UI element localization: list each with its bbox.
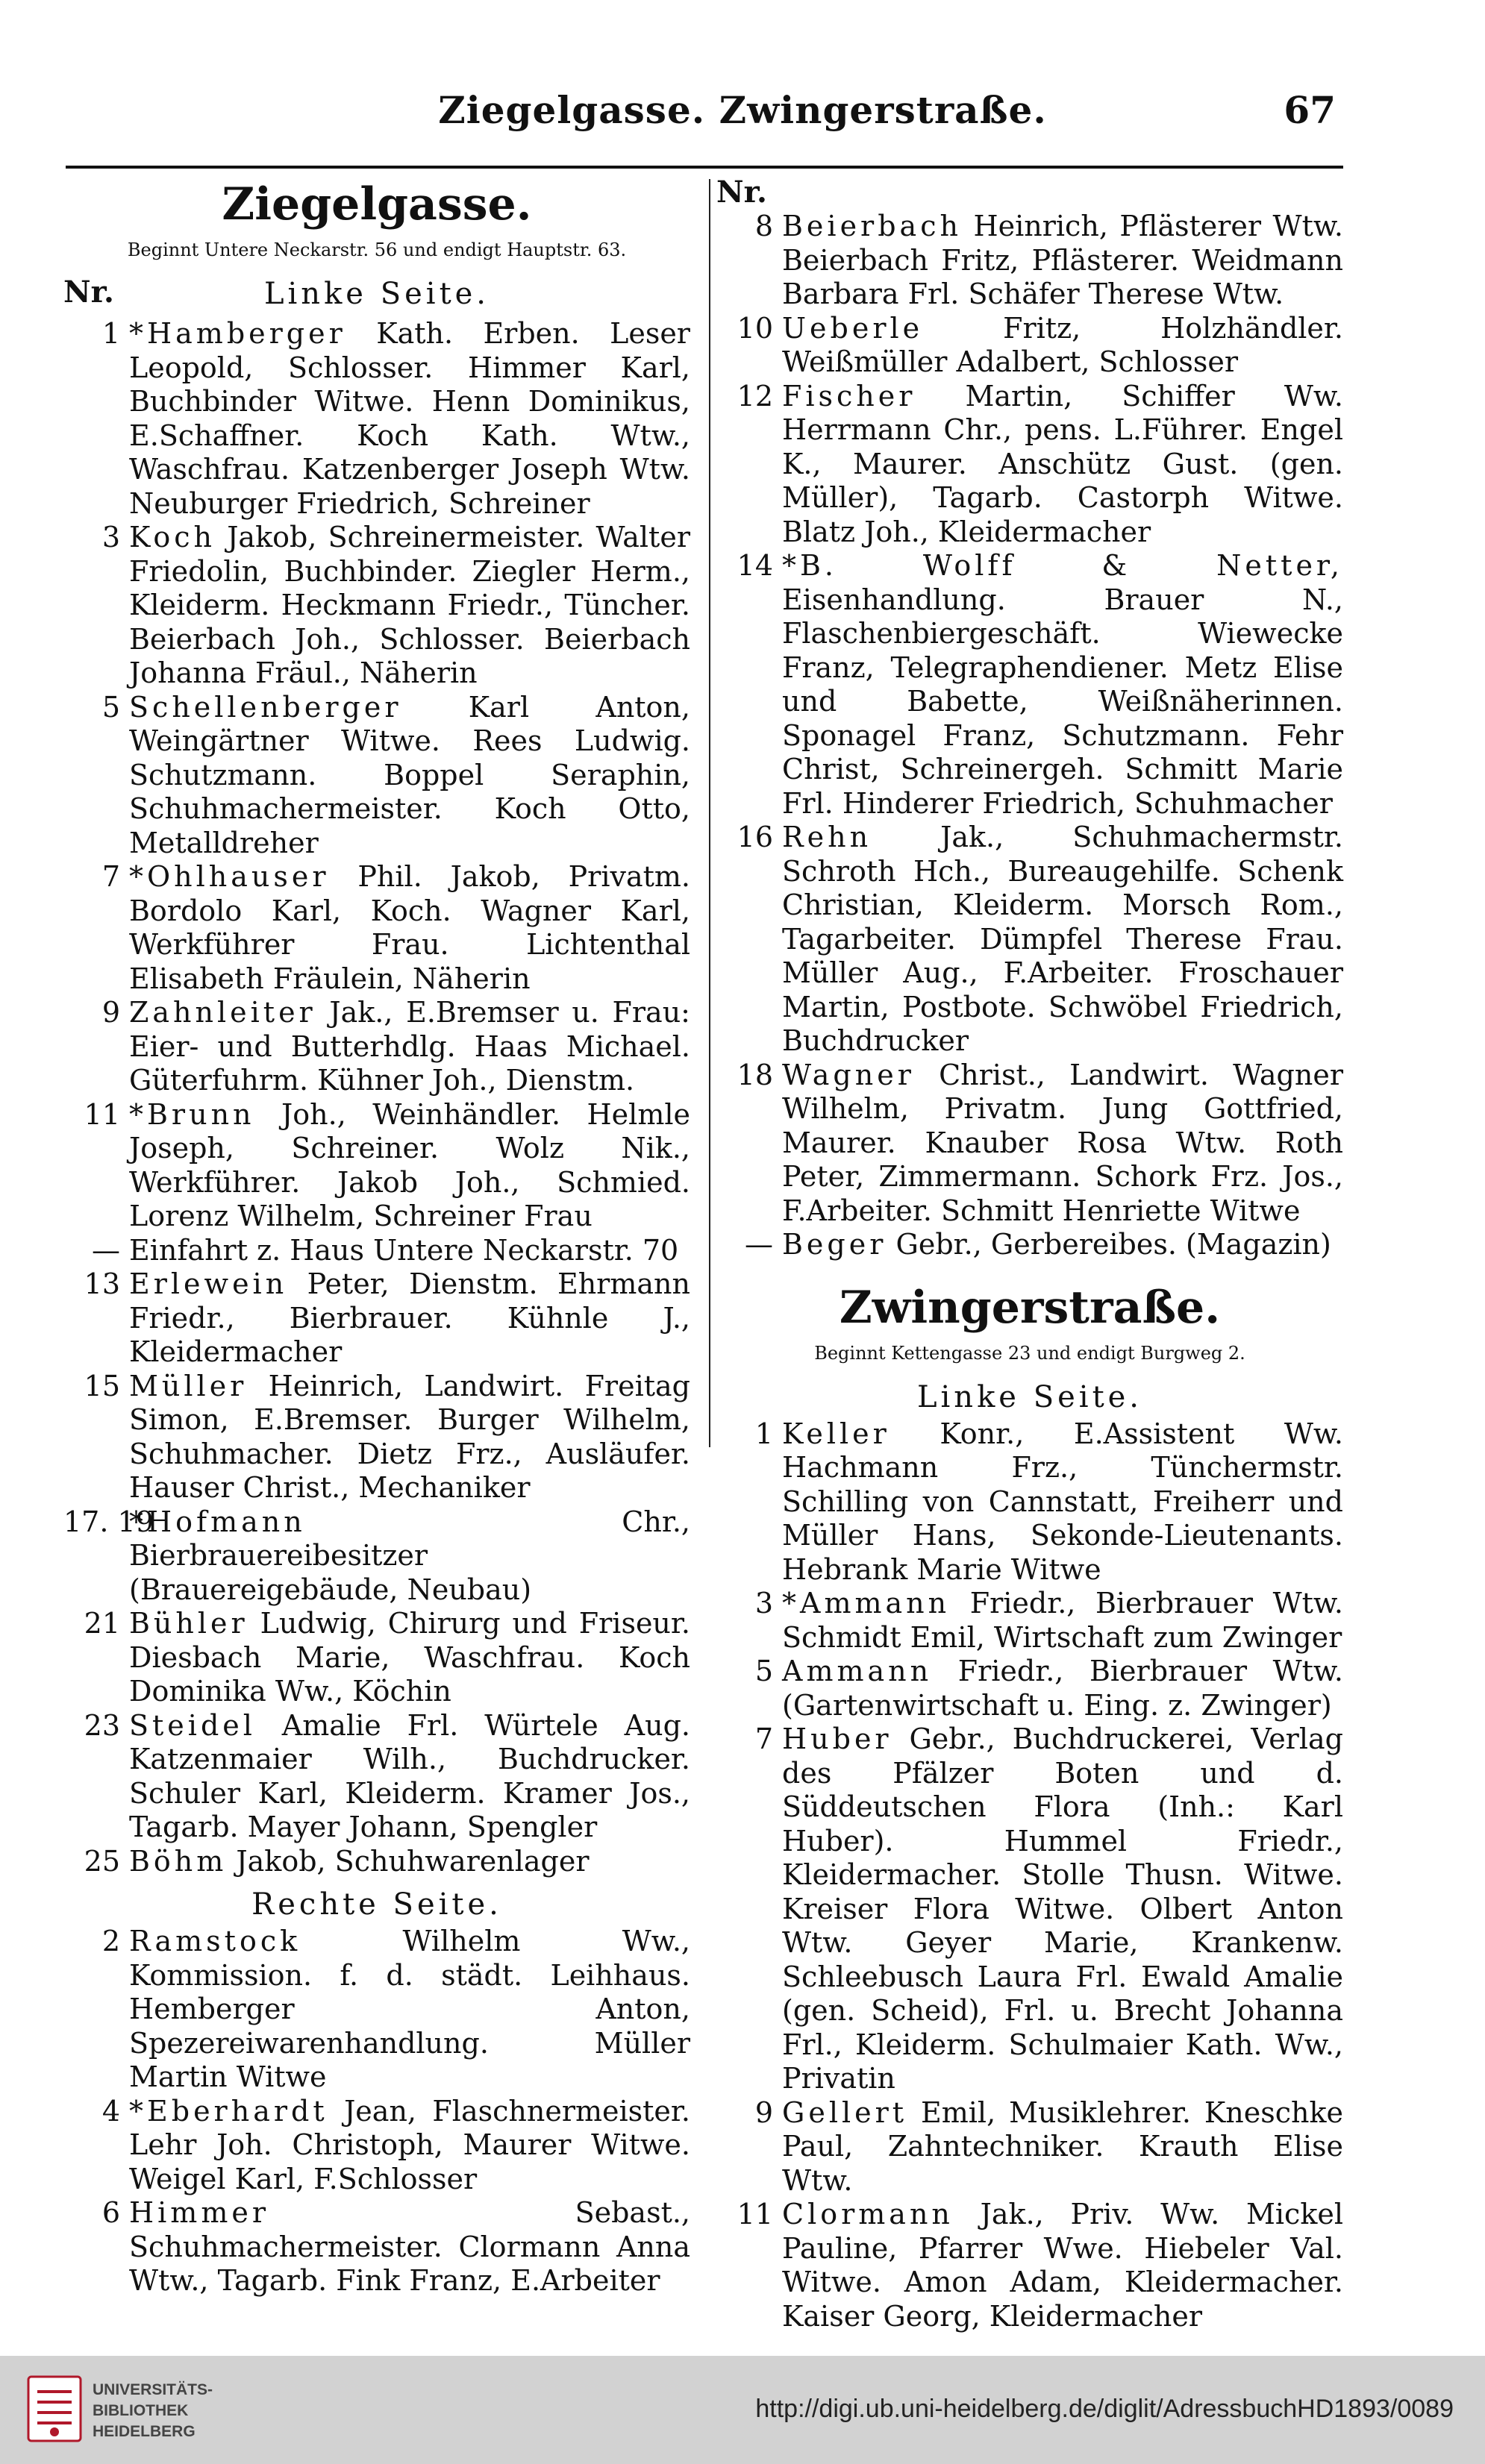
address-entry [716,380,1343,550]
column-head-row [63,275,690,317]
house-number: 23 [84,1708,120,1742]
house-number: 11 [737,2198,773,2231]
library-line-3: HEIDELBERG [93,2423,196,2440]
column-divider [709,179,710,1447]
residents-text: Kath. Erben. Leser Leopold, Schlosser. Himmer Karl, Buchbinder Witwe. Henn Dominikus, E.Schaffner. Koch Kath. Wtw., Waschfrau. Katzenberger Joseph Wtw. Neuburger Friedrich, Schreiner [129,317,690,520]
house-number: 6 [101,2196,120,2229]
entry-text [129,1098,690,1234]
address-entry [716,549,1343,821]
residents-text: Karl Anton, Weingärtner Witwe. Rees Ludwig. Schutzmann. Boppel Seraphin, Schuhmachermeister. Koch Otto, Metalldreher [129,690,690,859]
residents-text: Friedr., Bierbrauer Wtw. Schmidt Emil, Wirtschaft zum Zwinger [782,1587,1343,1654]
house-number: 5 [754,1655,773,1687]
house-number: 21 [84,1607,120,1640]
house-number: 14 [737,549,773,582]
entries-ziegelgasse-right [63,1925,690,2298]
residents-text: Jak., Schuhmachermstr. Schroth Hch., Bureaugehilfe. Schenk Christian, Kleiderm. Morsch Rom., Tagarbeiter. Dümpfel Therese Frau. Müller Aug., F.Arbeiter. Froschauer Martin, Postbote. Schwöbel Friedrich, Buchdrucker [782,821,1343,1057]
owner-name: *Hamberger [129,317,346,350]
house-number: 7 [101,860,120,893]
owner-name: Schellenberger [129,690,402,724]
address-entry [63,1925,690,2095]
house-number: 2 [101,1925,120,1957]
owner-name: Ramstock [129,1925,301,1957]
entry-text [129,860,690,996]
left-column [63,175,690,2298]
owner-name: Wagner [782,1058,915,1091]
residents-text: Gebr., Buchdruckerei, Verlag des Pfälzer Boten und d. Süddeutschen Flora (Inh.: Karl Huber). Hummel Friedr., Kleidermacher. Stolle Thusn. Witwe. Kreiser Flora Witwe. Olbert Anton Wtw. Geyer Marie, Krankenw. Schleebusch Laura Frl. Ewald Amalie (gen. Scheid), Frl. u. Brecht Johanna Frl., Kleiderm. Schulmaier Kath. Ww., Privatin [782,1722,1343,2095]
owner-name: Ueberle [782,311,924,345]
address-entry [63,1234,690,1268]
owner-name: Böhm [129,1844,228,1878]
address-entry [716,210,1343,312]
street-note-zwingerstrasse: Beginnt Kettengasse 23 und endigt Burgweg 2. [814,1342,1245,1364]
address-entry [63,1505,690,1608]
address-entry [63,1098,690,1234]
university-seal-icon [27,2375,82,2442]
entry-text [129,1845,690,1879]
entry-text [129,521,690,691]
entry-text [129,317,690,521]
page-title: Ziegelgasse. Zwingerstraße. [438,88,1047,132]
entry-text [782,549,1343,821]
entry-text [782,1722,1343,2096]
entry-text [129,2196,690,2298]
house-number: 4 [101,2094,120,2128]
residents-text: Amalie Frl. Würtele Aug. Katzenmaier Wilh., Buchdrucker. Schuler Karl, Kleiderm. Kramer Jos., Tagarb. Mayer Johann, Spengler [129,1708,690,1843]
entry-text [129,1607,690,1709]
residents-text: Konr., E.Assistent Ww. Hachmann Frz., Tünchermstr. Schilling von Cannstatt, Freiherr und Müller Hans, Sekonde-Lieutenants. Hebrank Marie Witwe [782,1417,1343,1586]
residents-text: Ludwig, Chirurg und Friseur. Diesbach Marie, Waschfrau. Koch Dominika Ww., Köchin [129,1607,690,1708]
address-entry [63,691,690,861]
residents-text: Jean, Flaschnermeister. Lehr Joh. Christoph, Maurer Witwe. Weigel Karl, F.Schlosser [129,2094,690,2195]
residents-text: Joh., Weinhändler. Helmle Joseph, Schreiner. Wolz Nik., Werkführer. Jakob Joh., Schmied. Lorenz Wilhelm, Schreiner Frau [129,1097,690,1232]
side-heading-right: Rechte Seite. [251,1887,502,1922]
residents-text: Martin, Schiffer Ww. Herrmann Chr., pens. L.Führer. Engel K., Maurer. Anschütz Gust. (gen. Müller), Tagarb. Castorph Witwe. Blatz Joh., Kleidermacher [782,379,1343,548]
address-entry [716,1722,1343,2096]
owner-name: Keller [782,1417,890,1450]
page-header [0,88,1485,155]
address-entry [63,860,690,996]
address-entry [716,1059,1343,1229]
owner-name: Clormann [782,2198,954,2231]
owner-name: *B. Wolff & Netter, [782,549,1343,582]
entry-text [782,821,1343,1059]
entries-zwingerstrasse-left [716,1417,1343,2334]
residents-text: Eisenhandlung. Brauer N., Flaschenbiergeschäft. Wiewecke Franz, Telegraphendiener. Metz Elise und Babette, Weißnäherinnen. Sponagel Franz, Schutzmann. Fehr Christ, Schreinergeh. Schmitt Marie Frl. Hinderer Friedrich, Schuhmacher [782,583,1343,820]
house-number: — [745,1228,773,1261]
entry-text [782,380,1343,550]
residents-text: Chr., Bierbrauereibesitzer (Brauereigebäude, Neubau) [129,1505,690,1606]
house-number: 13 [84,1267,120,1300]
house-number: 7 [754,1722,773,1755]
owner-name: *Ohlhauser [129,860,330,893]
address-entry [716,312,1343,380]
residents-text: Sebast., Schuhmachermeister. Clormann Anna Wtw., Tagarb. Fink Franz, E.Arbeiter [129,2196,690,2297]
library-line-1: UNIVERSITÄTS- [93,2381,213,2398]
residents-text: Peter, Dienstm. Ehrmann Friedr., Bierbrauer. Kühnle J., Kleidermacher [129,1267,690,1368]
residents-text: Wilhelm Ww., Kommission. f. d. städt. Leihhaus. Hemberger Anton, Spezereiwarenhandlung. Müller Martin Witwe [129,1925,690,2093]
nr-label-right: Nr. [716,175,767,210]
street-title-zwingerstrasse: Zwingerstraße. [839,1281,1221,1334]
residents-text: Emil, Musiklehrer. Kneschke Paul, Zahntechniker. Krauth Elise Wtw. [782,2095,1343,2197]
owner-name: Bühler [129,1607,248,1640]
owner-name: Beger [782,1228,887,1261]
house-number: — [92,1233,120,1267]
house-number: 9 [754,2095,773,2129]
entry-text [782,1587,1343,1655]
owner-name: Beierbach [782,210,962,242]
owner-name: *Ammann [782,1587,951,1620]
address-entry [716,2198,1343,2333]
address-entry [716,1417,1343,1587]
owner-name: Koch [129,521,216,554]
entry-text [129,996,690,1098]
residents-text: Einfahrt z. Haus Untere Neckarstr. 70 [129,1233,679,1267]
street-note-ziegelgasse: Beginnt Untere Neckarstr. 56 und endigt Hauptstr. 63. [127,239,627,260]
residents-text: Jak., E.Bremser u. Frau: Eier- und Butterhdlg. Haas Michael. Güterfuhrm. Kühner Joh., Dienstm. [129,996,690,1097]
residents-text: Jakob, Schuhwarenlager [236,1844,590,1878]
entry-text [782,1059,1343,1229]
house-number: 3 [754,1587,773,1620]
header-rule [66,166,1343,169]
address-entry [716,1587,1343,1655]
owner-name: Huber [782,1722,892,1755]
residents-text: Heinrich, Landwirt. Freitag Simon, E.Bremser. Burger Wilhelm, Schuhmacher. Dietz Frz., Ausläufer. Hauser Christ., Mechaniker [129,1369,690,1504]
page-number: 67 [1284,88,1336,132]
entry-text [129,2095,690,2197]
residents-text: Phil. Jakob, Privatm. Bordolo Karl, Koch. Wagner Karl, Werkführer Frau. Lichtenthal Elisabeth Fräulein, Näherin [129,860,690,995]
address-entry [63,2196,690,2298]
house-number: 17. 19 [63,1505,154,1538]
address-entry [716,1228,1343,1262]
owner-name: Steidel [129,1708,256,1742]
footer-bar [0,2356,1485,2464]
house-number: 18 [737,1058,773,1091]
owner-name: Müller [129,1369,248,1402]
entry-text [782,210,1343,312]
house-number: 16 [737,821,773,853]
entry-text [782,2198,1343,2333]
house-number: 9 [101,996,120,1029]
entry-text [782,1228,1343,1262]
owner-name: Ammann [782,1655,933,1687]
address-entry [716,2096,1343,2198]
entry-text [129,691,690,861]
entry-text [129,1925,690,2095]
house-number: 3 [101,521,120,554]
street-title-ziegelgasse: Ziegelgasse. [222,178,532,231]
entries-ziegelgasse-left [63,317,690,1878]
owner-name: Rehn [782,821,872,853]
library-line-2: BIBLIOTHEK [93,2402,189,2419]
address-entry [63,1709,690,1845]
address-entry [63,521,690,691]
house-number: 25 [84,1844,120,1878]
address-entry [63,1267,690,1370]
owner-name: *Hofmann [129,1505,306,1538]
entry-text [129,1505,690,1608]
house-number: 1 [101,317,120,350]
residents-text: Christ., Landwirt. Wagner Wilhelm, Privatm. Jung Gottfried, Maurer. Knauber Rosa Wtw. Roth Peter, Zimmermann. Schork Frz. Jos., F.Arbeiter. Schmitt Henriette Witwe [782,1058,1343,1227]
residents-text: Jakob, Schreinermeister. Walter Friedolin, Buchbinder. Ziegler Herm., Kleiderm. Heckmann Friedr., Tüncher. Beierbach Joh., Schlosser. Beierbach Johanna Fräul., Näherin [129,521,690,689]
owner-name: Erlewein [129,1267,288,1300]
owner-name: Gellert [782,2095,908,2129]
house-number: 10 [737,311,773,345]
residents-text: Fritz, Holzhändler. Weißmüller Adalbert, Schlosser [782,311,1343,378]
side-heading-zwinger-left: Linke Seite. [916,1379,1143,1414]
residents-text: Gebr., Gerbereibes. (Magazin) [895,1228,1331,1261]
address-entry [63,1370,690,1505]
entry-text [129,1370,690,1505]
residents-text: Jak., Priv. Ww. Mickel Pauline, Pfarrer Wwe. Hiebeler Val. Witwe. Amon Adam, Kleidermacher. Kaiser Georg, Kleidermacher [782,2198,1343,2333]
house-number: 5 [101,690,120,724]
owner-name: *Brunn [129,1097,255,1131]
entry-text [782,1655,1343,1722]
residents-text: Heinrich, Pflästerer Wtw. Beierbach Fritz, Pflästerer. Weidmann Barbara Frl. Schäfer Therese Wtw. [782,210,1343,310]
entry-text [129,1234,690,1268]
house-number: 8 [754,210,773,242]
entry-text [129,1267,690,1370]
house-number: 1 [754,1417,773,1450]
house-number: 12 [737,379,773,413]
owner-name: Fischer [782,379,916,413]
library-name [93,2380,213,2442]
address-entry [63,317,690,521]
address-entry [63,2095,690,2197]
address-entry [63,996,690,1098]
house-number: 15 [84,1369,120,1402]
side-heading-left: Linke Seite. [263,277,490,311]
right-column [716,175,1343,2333]
residents-text: Friedr., Bierbrauer Wtw. (Gartenwirtschaft u. Eing. z. Zwinger) [782,1655,1343,1722]
owner-name: Himmer [129,2196,270,2229]
owner-name: Zahnleiter [129,996,316,1029]
entry-text [782,1417,1343,1587]
nr-label: Nr. [63,275,114,310]
owner-name: *Eberhardt [129,2094,328,2128]
entry-text [782,2096,1343,2198]
address-entry [716,1655,1343,1722]
address-entry [63,1607,690,1709]
address-entry [63,1845,690,1879]
house-number: 11 [84,1097,120,1131]
entry-text [782,312,1343,380]
entries-ziegelgasse-continued [716,210,1343,1262]
source-url-link[interactable]: http://digi.ub.uni-heidelberg.de/diglit/AdressbuchHD1893/0089 [755,2395,1454,2423]
address-entry [716,821,1343,1059]
entry-text [129,1709,690,1845]
